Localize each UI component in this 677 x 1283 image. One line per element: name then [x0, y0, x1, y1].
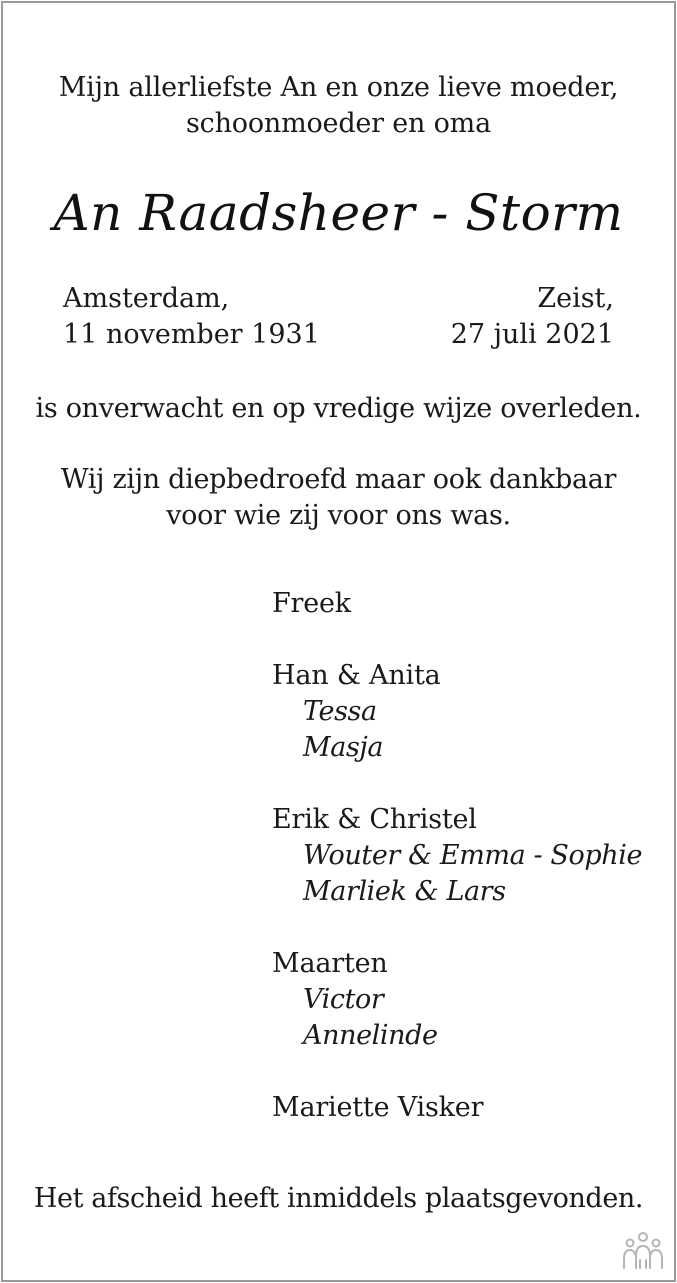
family-member: Han & Anita	[272, 660, 441, 691]
intro-line-2: schoonmoeder en oma	[186, 108, 491, 139]
grandchild: Victor	[303, 984, 384, 1015]
grandchild: Masja	[303, 732, 384, 763]
grandchild: Wouter & Emma - Sophie	[303, 840, 643, 871]
grateful-line-1: Wij zijn diepbedroefd maar ook dankbaar	[60, 464, 617, 495]
closing-text: Het afscheid heeft inmiddels plaatsgevonden.	[33, 1183, 644, 1214]
family-group	[272, 1090, 672, 1126]
grateful-text	[0, 462, 677, 534]
people-group-icon	[619, 1230, 667, 1270]
family-group	[272, 586, 672, 622]
family-group	[272, 658, 672, 766]
family-member: Erik & Christel	[272, 804, 477, 835]
family-member: Mariette Visker	[272, 1092, 484, 1123]
passed-text: is onverwacht en op vredige wijze overleden.	[35, 393, 642, 424]
intro-text	[0, 70, 677, 142]
family-list	[272, 586, 672, 1126]
family-group	[272, 802, 672, 910]
family-member: Maarten	[272, 948, 388, 979]
grandchild: Tessa	[303, 696, 377, 727]
grateful-line-2: voor wie zij voor ons was.	[166, 500, 511, 531]
grandchild: Annelinde	[303, 1020, 438, 1051]
birth-info	[63, 281, 320, 353]
birth-place: Amsterdam,	[63, 283, 230, 314]
intro-line-1: Mijn allerliefste An en onze lieve moeder,	[58, 72, 619, 103]
birth-date: 11 november 1931	[63, 319, 320, 350]
grandchild: Marliek & Lars	[303, 876, 506, 907]
death-info	[451, 281, 614, 353]
family-member: Freek	[272, 588, 351, 619]
deceased-name: An Raadsheer - Storm	[53, 184, 624, 242]
death-date: 27 juli 2021	[450, 319, 614, 350]
family-group	[272, 946, 672, 1054]
death-place: Zeist,	[537, 283, 614, 314]
